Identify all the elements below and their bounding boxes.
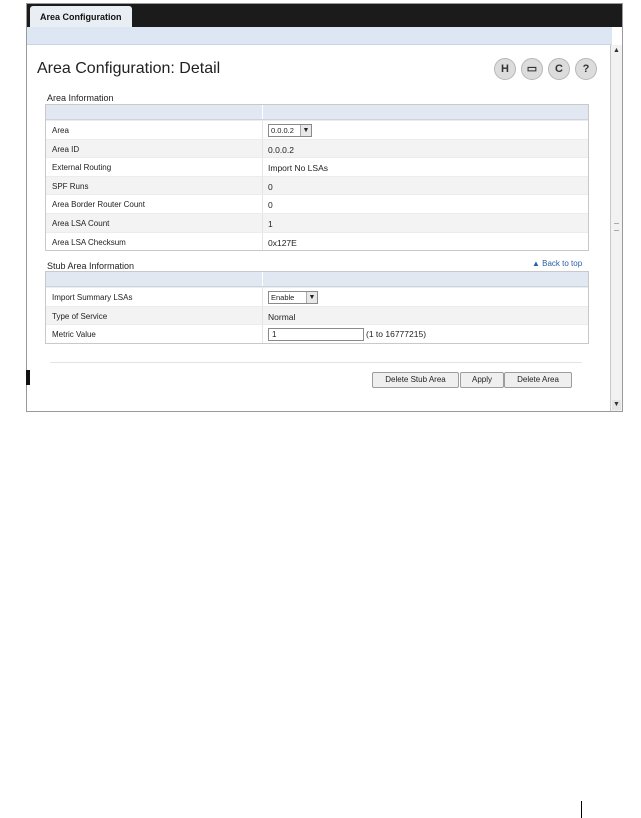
stub-area-header (46, 272, 588, 287)
page-rule (581, 801, 582, 818)
row-import-summary (46, 287, 588, 306)
side-marker (26, 370, 30, 385)
row-abr-count (46, 194, 588, 213)
print-icon[interactable]: ▭ (521, 58, 543, 80)
back-to-top-link[interactable]: ▲ Back to top (532, 259, 583, 268)
row-area (46, 120, 588, 139)
area-label: Area (52, 126, 69, 135)
area-id-label: Area ID (52, 144, 80, 154)
area-id-value: 0.0.0.2 (268, 144, 294, 155)
page-title: Area Configuration: Detail (37, 60, 221, 77)
scroll-up-icon[interactable]: ▲ (613, 47, 620, 54)
help-icon[interactable]: ? (575, 58, 597, 80)
lsa-checksum-value: 0x127E (268, 237, 297, 248)
metric-range-hint: (1 to 16777215) (366, 329, 427, 340)
import-summary-select[interactable] (268, 291, 318, 304)
scroll-down-icon[interactable]: ▼ (613, 401, 620, 408)
external-routing-value: Import No LSAs (268, 163, 328, 174)
apply-button[interactable]: Apply (460, 372, 504, 388)
area-information-header (46, 105, 588, 120)
type-of-service-label: Type of Service (52, 311, 108, 321)
stub-area-panel (45, 271, 589, 344)
row-metric-value (46, 324, 588, 343)
row-type-of-service (46, 306, 588, 325)
area-information-title: Area Information (47, 93, 114, 103)
import-summary-label: Import Summary LSAs (52, 293, 133, 302)
spf-runs-value: 0 (268, 181, 273, 192)
delete-area-button[interactable]: Delete Area (504, 372, 572, 388)
row-external-routing (46, 157, 588, 176)
area-information-panel (45, 104, 589, 251)
tab-bar (27, 4, 622, 27)
scroll-grip[interactable] (614, 223, 619, 231)
metric-value-input[interactable]: 1 (268, 328, 364, 341)
stub-area-information-title: Stub Area Information (47, 261, 135, 271)
save-icon[interactable]: H (494, 58, 516, 80)
refresh-icon[interactable]: C (548, 58, 570, 80)
main-content (27, 45, 612, 411)
chevron-down-icon: ▼ (306, 292, 317, 303)
lsa-count-value: 1 (268, 218, 273, 229)
sub-header-bar (27, 27, 612, 45)
spf-runs-label: SPF Runs (52, 181, 89, 191)
lsa-checksum-label: Area LSA Checksum (52, 237, 126, 247)
external-routing-label: External Routing (52, 163, 112, 173)
import-summary-value: Enable (271, 293, 295, 302)
metric-value-label: Metric Value (52, 330, 96, 340)
type-of-service-value: Normal (268, 311, 296, 322)
vertical-scrollbar[interactable] (610, 45, 622, 411)
area-select[interactable] (268, 124, 312, 137)
abr-count-label: Area Border Router Count (52, 200, 145, 210)
browser-frame (26, 3, 623, 412)
tab-area-configuration[interactable]: Area Configuration (30, 6, 132, 28)
row-area-id (46, 139, 588, 158)
row-lsa-count (46, 213, 588, 232)
row-spf-runs (46, 176, 588, 195)
area-select-value: 0.0.0.2 (271, 126, 294, 135)
divider (50, 362, 582, 363)
row-lsa-checksum (46, 232, 588, 251)
lsa-count-label: Area LSA Count (52, 218, 110, 228)
delete-stub-area-button[interactable]: Delete Stub Area (372, 372, 459, 388)
abr-count-value: 0 (268, 200, 273, 211)
chevron-down-icon: ▼ (300, 125, 311, 136)
